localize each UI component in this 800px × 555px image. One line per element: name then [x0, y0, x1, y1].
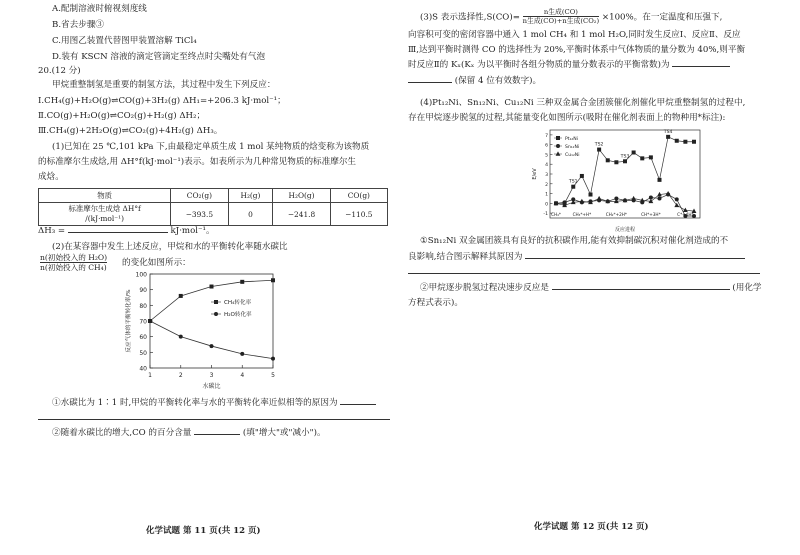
- question-number: 20.(12 分): [38, 66, 81, 76]
- y-tick-label: 80: [139, 302, 147, 310]
- part1-line3: 成焓。: [38, 172, 64, 182]
- data-point: [148, 319, 152, 323]
- species-label: CH₂*+2H*: [605, 212, 628, 217]
- intro-text: 甲烷重整制氢是重要的制氢方法，其过程中发生下列反应：: [52, 80, 276, 90]
- data-point: [597, 148, 601, 152]
- data-point: [606, 158, 610, 162]
- y-tick-label: 100: [135, 271, 147, 279]
- y-tick-label: 4: [545, 163, 548, 169]
- answer-blank[interactable]: [38, 419, 390, 420]
- page-footer-right: 化学试题 第 12 页(共 12 页): [534, 522, 649, 532]
- table-header: H₂(g): [228, 189, 273, 203]
- table-cell: −241.8: [273, 203, 330, 226]
- data-point: [666, 191, 671, 195]
- data-point: [631, 196, 636, 200]
- dh3-label: ΔH₃ =: [38, 226, 66, 236]
- data-point: [597, 196, 602, 200]
- part3-line3: Ⅲ,达到平衡时测得 CO 的选择性为 20%,平衡时体系中气体物质的量分数为 40%,则平衡: [408, 45, 746, 55]
- x-tick-label: 1: [148, 372, 152, 379]
- data-point: [210, 285, 214, 289]
- selectivity-label: (3)S 表示选择性,S(CO)=: [420, 12, 520, 23]
- part4-q2-text: ②甲烷逐步脱氢过程决速步反应是: [420, 283, 549, 293]
- y-tick-label: 0: [545, 202, 548, 208]
- y-tick-label: 6: [545, 143, 548, 149]
- fraction-bottom: n生成(CO)+n生成(CO₂): [522, 17, 600, 25]
- option-d: D.装有 KSCN 溶液的滴定管滴定至终点时尖嘴处有气泡: [52, 52, 266, 62]
- ts-label: TS2: [594, 142, 604, 148]
- table-cell: −393.5: [171, 203, 228, 226]
- row-label-line2: /(kJ·mol⁻¹): [85, 214, 124, 223]
- enthalpy-table: [38, 188, 388, 226]
- x-axis-label: 水碳比: [202, 383, 221, 390]
- fraction-bottom: n(初始投入的 CH₄): [40, 263, 107, 272]
- y-tick-label: -1: [543, 212, 548, 218]
- selectivity-rest: ×100%。在一定温度和压强下,: [601, 12, 723, 23]
- part4-q1-line2: [408, 252, 745, 263]
- reaction-1: Ⅰ.CH₄(g)+H₂O(g)⇌CO(g)+3H₂(g) ΔH₁=+206.3 kJ·mol⁻¹；: [38, 96, 286, 106]
- part1-line1: (1)已知在 25 ℃,101 kPa 下,由最稳定单质生成 1 mol 某纯物质的焓变称为该物质: [52, 142, 370, 152]
- part3-line5: [408, 76, 541, 87]
- fraction-top: n生成(CO): [543, 8, 578, 16]
- data-point: [179, 335, 183, 339]
- answer-blank[interactable]: [552, 289, 730, 290]
- ts-label: TS3: [620, 154, 630, 160]
- legend-marker: [556, 151, 561, 155]
- data-point: [240, 280, 244, 284]
- y-tick-label: 7: [545, 133, 548, 139]
- x-tick-label: 5: [271, 372, 275, 379]
- species-label: CH₃*+H*: [572, 212, 592, 217]
- reaction-2: Ⅱ.CO(g)+H₂O(g)⇌CO₂(g)+H₂(g) ΔH₂；: [38, 111, 206, 121]
- sigfig-hint: (保留 4 位有效数字)。: [454, 76, 542, 86]
- option-b: B.省去步骤③: [52, 20, 105, 30]
- series-line: [150, 321, 273, 359]
- data-point: [579, 199, 584, 203]
- part4-q2-hint: (用化学: [732, 283, 762, 293]
- row-label-line1: 标准摩尔生成焓 ΔH°f: [68, 204, 141, 213]
- data-point: [675, 197, 679, 201]
- data-point: [210, 344, 214, 348]
- part4-line2: 存在甲烷逐步脱氢的过程,其能量变化如图所示(吸附在催化剂表面上的物种用*标注):: [408, 113, 726, 123]
- energy-profile-chart: [530, 126, 705, 234]
- y-tick-label: 50: [139, 349, 147, 357]
- x-axis-label: 反应进程: [614, 227, 636, 233]
- species-label: C*+4H*: [677, 212, 694, 217]
- legend-label: Cu₁₂Ni: [565, 152, 580, 158]
- sub-q1-continue: [38, 413, 390, 424]
- data-point: [658, 178, 662, 182]
- y-tick-label: 60: [139, 334, 147, 342]
- data-point: [179, 294, 183, 298]
- data-point: [271, 278, 275, 282]
- part4-q1-text: 良影响,结合图示解释其原因为: [408, 252, 523, 262]
- part4-line1: (4)Pt₁₂Ni、Sn₁₂Ni、Cu₁₂Ni 三种双金属合金团簇催化剂催化甲烷重整制氢的过程中,: [420, 98, 746, 108]
- data-point: [649, 155, 653, 159]
- y-tick-label: 5: [545, 153, 548, 159]
- table-header: 物质: [39, 189, 171, 203]
- species-label: CH*+3H*: [641, 212, 661, 217]
- dh3-unit: kJ·mol⁻¹。: [170, 226, 215, 236]
- part3-line1: [420, 8, 722, 26]
- sub-q2-hint: (填"增大"或"减小")。: [242, 428, 326, 438]
- species-label: CH₄*: [551, 212, 561, 217]
- data-point: [271, 357, 275, 361]
- answer-blank[interactable]: [340, 404, 376, 405]
- table-cell: 0: [228, 203, 273, 226]
- part4-q1-line1: ①Sn₁₂Ni 双金属团簇具有良好的抗积碳作用,能有效抑制碳沉积对催化剂造成的不: [420, 236, 729, 246]
- kx-text: 时反应Ⅱ的 Kₓ(Kₓ 为以平衡时各组分物质的量分数表示的平衡常数)为: [408, 60, 670, 70]
- part2-line2: 的变化如图所示：: [122, 258, 191, 268]
- data-point: [666, 135, 670, 139]
- legend-label: CH₄转化率: [224, 300, 252, 307]
- y-tick-label: 1: [545, 192, 548, 198]
- data-point: [240, 352, 244, 356]
- data-point: [640, 156, 644, 160]
- y-tick-label: 3: [545, 173, 548, 178]
- y-tick-label: 70: [139, 318, 147, 326]
- data-point: [632, 150, 636, 154]
- ratio-fraction: [40, 253, 107, 273]
- fraction-top: n(初始投入的 H₂O): [40, 253, 108, 262]
- ts-label: TS4: [663, 129, 673, 135]
- part4-q2-line: [420, 283, 762, 294]
- data-point: [683, 140, 687, 144]
- answer-blank[interactable]: [672, 66, 730, 67]
- sub-q2-text: ②随着水碳比的增大,CO 的百分含量: [52, 428, 192, 438]
- answer-blank[interactable]: [68, 232, 168, 233]
- y-axis-label: 反应气体的平衡转化率/%: [126, 289, 132, 353]
- legend-label: Sn₁₂Ni: [565, 144, 580, 150]
- data-point: [580, 174, 584, 178]
- table-row-label: [39, 203, 171, 226]
- answer-blank[interactable]: [408, 273, 760, 274]
- x-tick-label: 4: [240, 372, 245, 379]
- part4-q2-line2: 方程式表示)。: [408, 298, 463, 308]
- x-tick-label: 2: [178, 372, 183, 379]
- option-c: C.用图乙装置代替图甲装置溶解 TiCl₄: [52, 36, 197, 46]
- data-point: [614, 160, 618, 164]
- ts-label: TS1: [568, 179, 578, 185]
- table-header: H₂O(g): [273, 189, 330, 203]
- sub-q1-line: [52, 398, 376, 409]
- conversion-chart: [108, 268, 308, 398]
- part3-line2: 向容积可变的密闭容器中通入 1 mol CH₄ 和 1 mol H₂O,同时发生反应Ⅰ、反应Ⅱ、反应: [408, 30, 741, 40]
- answer-blank[interactable]: [525, 258, 745, 259]
- part3-line4: [408, 60, 730, 71]
- data-point: [692, 140, 696, 144]
- part2-line1: (2)在某容器中发生上述反应，甲烷和水的平衡转化率随水碳比: [52, 242, 288, 252]
- part1-line2: 的标准摩尔生成焓,用 ΔH°f(kJ·mol⁻¹)表示。如表所示为几种常见物质的标准摩尔生: [38, 157, 357, 167]
- y-tick-label: 2: [545, 182, 548, 188]
- y-axis-label: E/eV: [532, 168, 538, 180]
- table-header: CO₂(g): [171, 189, 228, 203]
- sub-q1-text: ①水碳比为 1∶1 时,甲烷的平衡转化率与水的平衡转化率近似相等的原因为: [52, 398, 338, 408]
- dh3-line: [38, 226, 215, 237]
- part4-q1-line3: [408, 267, 760, 278]
- y-tick-label: 90: [139, 287, 147, 295]
- data-point: [623, 159, 627, 163]
- table-header: CO(g): [330, 189, 387, 203]
- y-tick-label: 40: [139, 365, 147, 373]
- data-point: [658, 196, 662, 200]
- legend-label: Pt₁₂Ni: [565, 136, 578, 142]
- answer-blank[interactable]: [194, 434, 240, 435]
- x-tick-label: 3: [209, 372, 214, 379]
- data-point: [675, 139, 679, 143]
- data-point: [571, 185, 575, 189]
- option-a: A.配制溶液时俯视刻度线: [52, 4, 147, 14]
- selectivity-fraction: [523, 8, 600, 26]
- legend-label: H₂O转化率: [224, 312, 252, 319]
- data-point: [589, 193, 593, 197]
- answer-blank[interactable]: [408, 82, 452, 83]
- page-footer-left: 化学试题 第 11 页(共 12 页): [146, 526, 261, 536]
- reaction-3: Ⅲ.CH₄(g)+2H₂O(g)⇌CO₂(g)+4H₂(g) ΔH₃。: [38, 126, 223, 136]
- table-cell: −110.5: [330, 203, 387, 226]
- sub-q2-line: [52, 428, 326, 439]
